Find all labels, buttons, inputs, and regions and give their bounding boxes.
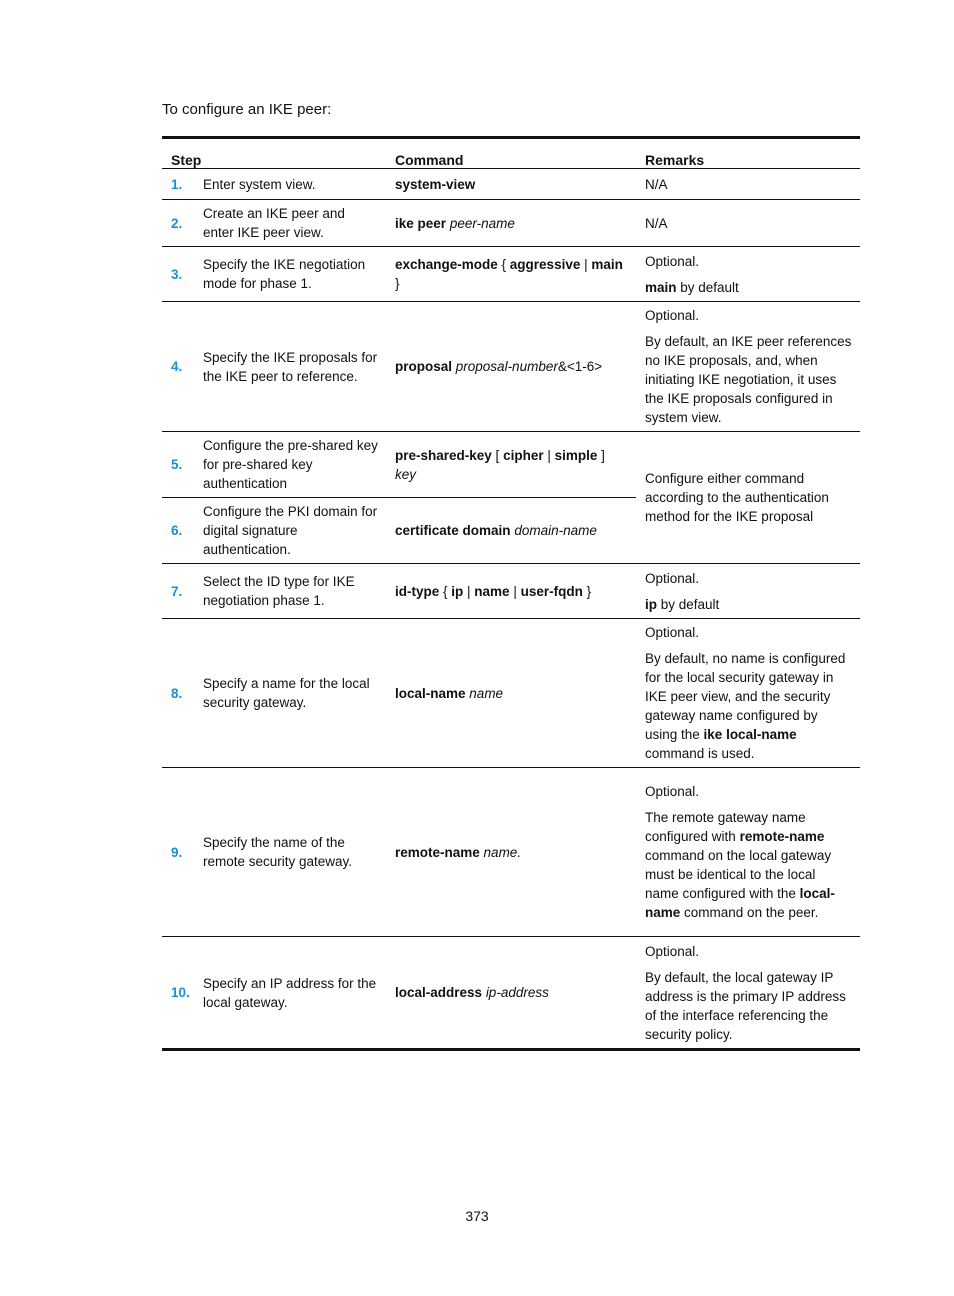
remarks-paragraph: [645, 782, 852, 801]
step-description: Select the ID type for IKE negotiation phase 1.: [194, 564, 386, 619]
remarks-paragraph: [645, 968, 852, 1044]
remarks-paragraph: [645, 175, 852, 194]
command-run: local-name: [395, 685, 466, 701]
remarks-run: By default, no name is configured for the local security gateway in IKE peer view, and the security gateway name configured by using the: [645, 651, 846, 742]
step-number: 10.: [162, 937, 194, 1050]
command-run: main: [591, 257, 623, 272]
remarks-paragraph: [645, 595, 852, 614]
remarks-run: ip: [645, 596, 657, 612]
step-number: 7.: [162, 564, 194, 619]
remarks-run: main: [645, 279, 677, 295]
command-run: proposal-number: [455, 359, 558, 374]
remarks-run: command on the peer.: [680, 905, 819, 920]
command-run: user-fqdn: [520, 583, 583, 599]
command-run: local-address: [395, 985, 483, 1000]
command-run: ip-address: [485, 985, 549, 1000]
step-description: Enter system view.: [194, 169, 386, 200]
command-run: }: [395, 276, 400, 291]
command-run: peer-name: [449, 215, 515, 231]
step-number: 4.: [162, 302, 194, 432]
remarks-paragraph: [645, 808, 852, 922]
step-command: [386, 432, 636, 498]
command-run: |: [509, 583, 521, 599]
step-number: 9.: [162, 768, 194, 937]
remarks-run: Optional.: [645, 253, 700, 269]
remarks-run: By default, an IKE peer references no IKE proposals, and, when initiating IKE negotiation, it uses the IKE proposals configured in system view.: [645, 334, 852, 425]
command-run: system-view: [395, 176, 476, 192]
step-description: Specify the IKE proposals for the IKE peer to reference.: [194, 302, 386, 432]
remarks-run: Optional.: [645, 943, 700, 959]
command-run: |: [543, 447, 555, 463]
table-header-row: [162, 138, 860, 169]
intro-text: To configure an IKE peer:: [162, 101, 332, 118]
step-number: 1.: [162, 169, 194, 200]
ike-peer-config-table: [162, 136, 860, 1051]
step-description: Configure the PKI domain for digital signature authentication.: [194, 498, 386, 564]
step-number: 8.: [162, 619, 194, 768]
remarks-run: Optional.: [645, 784, 700, 799]
step-number: 3.: [162, 247, 194, 302]
remarks-run: remote-name: [739, 829, 825, 844]
step-remarks: [636, 200, 860, 247]
remarks-run: By default, the local gateway IP address is the primary IP address of the interface referencing the security policy.: [645, 969, 846, 1042]
remarks-run: The remote gateway name configured with: [645, 810, 806, 844]
step-command: [386, 302, 636, 432]
table-row: [162, 937, 860, 1050]
table-row: [162, 302, 860, 432]
command-run: remote-name: [395, 844, 480, 860]
command-run: certificate domain: [395, 523, 511, 538]
command-run: proposal: [395, 359, 453, 374]
command-run: name: [474, 583, 510, 599]
table-row: [162, 200, 860, 247]
step-command: [386, 200, 636, 247]
remarks-paragraph: [645, 306, 852, 325]
step-command: [386, 937, 636, 1050]
command-run: simple: [554, 447, 598, 463]
header-step: Step: [162, 138, 386, 169]
command-run: name: [469, 685, 504, 701]
header-remarks: Remarks: [636, 138, 860, 169]
table-row: [162, 169, 860, 200]
step-command: [386, 498, 636, 564]
page-number: 373: [465, 1208, 489, 1224]
command-run: cipher: [503, 447, 544, 463]
remarks-run: Optional.: [645, 308, 700, 323]
step-description: Create an IKE peer and enter IKE peer view.: [194, 200, 386, 247]
step-remarks: [636, 564, 860, 619]
step-description: Specify the IKE negotiation mode for phase 1.: [194, 247, 386, 302]
command-run: key: [395, 466, 417, 482]
command-run: .: [517, 844, 522, 860]
remarks-paragraph: [645, 278, 852, 297]
step-number: 2.: [162, 200, 194, 247]
remarks-run: command is used.: [645, 746, 755, 761]
remarks-run: N/A: [645, 176, 668, 192]
command-run: aggressive: [509, 257, 581, 272]
step-remarks: [636, 937, 860, 1050]
command-run: domain-name: [514, 523, 597, 538]
step-description: Specify the name of the remote security gateway.: [194, 768, 386, 937]
step-description: Specify an IP address for the local gateway.: [194, 937, 386, 1050]
table-row: [162, 564, 860, 619]
step-command: [386, 619, 636, 768]
remarks-run: Optional.: [645, 625, 700, 640]
remarks-run: local-name: [645, 886, 835, 920]
step-command: [386, 247, 636, 302]
remarks-paragraph: [645, 569, 852, 588]
step-remarks: [636, 302, 860, 432]
command-run: id-type: [395, 583, 440, 599]
step-description: Specify a name for the local security gateway.: [194, 619, 386, 768]
remarks-paragraph: [645, 942, 852, 961]
command-run: exchange-mode: [395, 257, 498, 272]
remarks-run: by default: [657, 596, 720, 612]
command-run: }: [582, 583, 592, 599]
command-run: pre-shared-key: [395, 447, 492, 463]
remarks-run: by default: [676, 279, 739, 295]
command-run: |: [580, 257, 592, 272]
remarks-run: ike local-name: [703, 727, 797, 742]
command-run: &<1-6>: [557, 359, 603, 374]
table-row: [162, 619, 860, 768]
step-remarks: [636, 432, 860, 564]
remarks-run: N/A: [645, 215, 668, 231]
step-number: 5.: [162, 432, 194, 498]
remarks-paragraph: [645, 332, 852, 427]
remarks-paragraph: [645, 623, 852, 642]
step-command: [386, 169, 636, 200]
table-row: [162, 247, 860, 302]
remarks-run: Configure either command according to the authentication method for the IKE proposal: [645, 471, 829, 524]
step-number: 6.: [162, 498, 194, 564]
step-remarks: [636, 768, 860, 937]
command-run: ike peer: [395, 215, 447, 231]
remarks-run: command on the local gateway must be identical to the local name configured with the: [645, 848, 832, 901]
command-run: name: [483, 844, 518, 860]
step-remarks: [636, 619, 860, 768]
remarks-paragraph: [645, 469, 852, 526]
command-run: |: [463, 583, 475, 599]
table-body: [162, 169, 860, 1050]
step-remarks: [636, 247, 860, 302]
remarks-paragraph: [645, 252, 852, 271]
step-command: [386, 564, 636, 619]
header-command: Command: [386, 138, 636, 169]
command-run: {: [439, 583, 452, 599]
step-command: [386, 768, 636, 937]
step-remarks: [636, 169, 860, 200]
table-row: [162, 432, 860, 498]
command-run: {: [497, 257, 510, 272]
step-description: Configure the pre-shared key for pre-shared key authentication: [194, 432, 386, 498]
table-row: [162, 768, 860, 937]
command-run: ip: [451, 583, 464, 599]
command-run: [: [491, 447, 504, 463]
remarks-paragraph: [645, 649, 852, 763]
remarks-paragraph: [645, 214, 852, 233]
command-run: ]: [597, 447, 605, 463]
remarks-run: Optional.: [645, 570, 700, 586]
